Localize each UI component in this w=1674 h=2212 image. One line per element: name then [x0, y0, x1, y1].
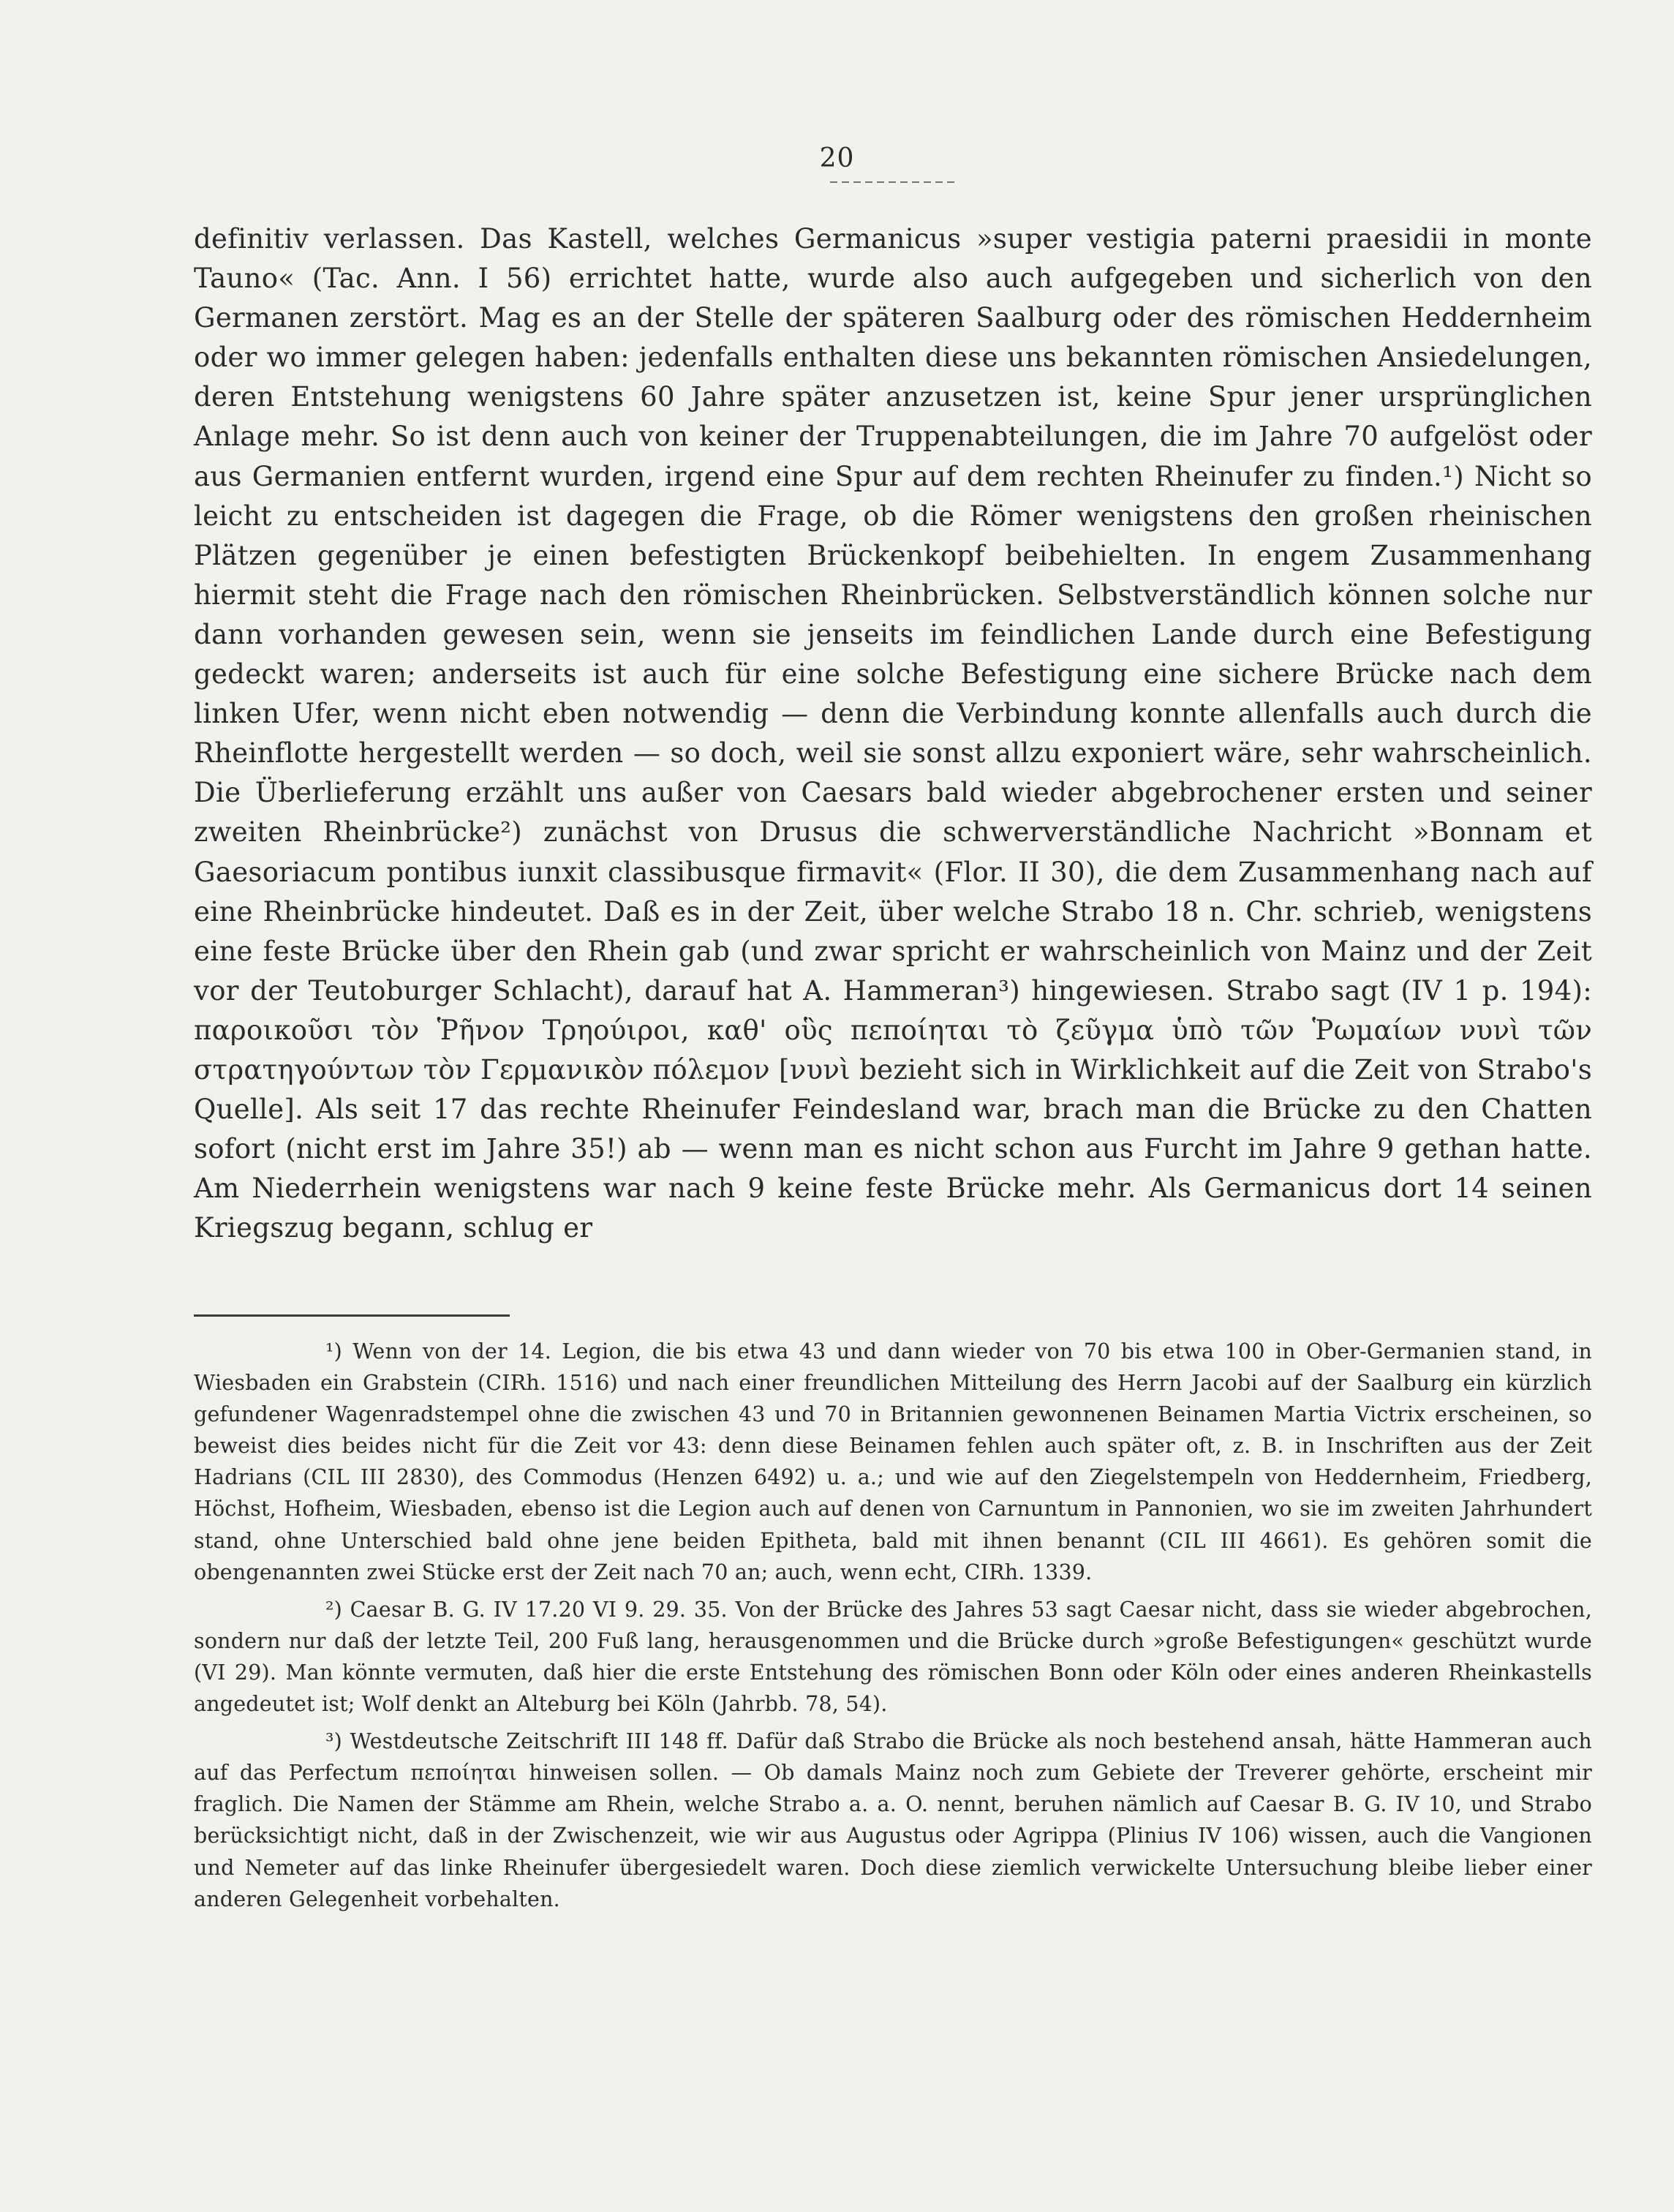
body-text	[194, 219, 1592, 1248]
body-paragraph: definitiv verlassen. Das Kastell, welches Germanicus »super vestigia paterni praesidii in monte Tauno« (Tac. Ann. I 56) errichtet hatte, wurde also auch aufgegeben und sicherlich von den Germanen zerstört. Mag es an der Stelle der späteren Saalburg oder des römischen Heddernheim oder wo immer gelegen haben: jedenfalls enthalten diese uns bekannten römischen Ansiedelungen, deren Entstehung wenigstens 60 Jahre später anzusetzen ist, keine Spur jener ursprünglichen Anlage mehr. So ist denn auch von keiner der Truppenabteilungen, die im Jahre 70 aufgelöst oder aus Germanien entfernt wurden, irgend eine Spur auf dem rechten Rheinufer zu finden.¹) Nicht so leicht zu entscheiden ist dagegen die Frage, ob die Römer wenigstens den großen rheinischen Plätzen gegenüber je einen befestigten Brückenkopf beibehielten. In engem Zusammenhang hiermit steht die Frage nach den römischen Rheinbrücken. Selbstverständlich können solche nur dann vorhanden gewesen sein, wenn sie jenseits im feindlichen Lande durch eine Befestigung gedeckt waren; anderseits ist auch für eine solche Befestigung eine sichere Brücke nach dem linken Ufer, wenn nicht eben notwendig — denn die Verbindung konnte allenfalls auch durch die Rheinflotte hergestellt werden — so doch, weil sie sonst allzu exponiert wäre, sehr wahrscheinlich. Die Überlieferung erzählt uns außer von Caesars bald wieder abgebrochener ersten und seiner zweiten Rheinbrücke²) zunächst von Drusus die schwerverständliche Nachricht »Bonnam et Gaesoriacum pontibus iunxit classibusque firmavit« (Flor. II 30), die dem Zusammenhang nach auf eine Rheinbrücke hindeutet. Daß es in der Zeit, über welche Strabo 18 n. Chr. schrieb, wenigstens eine feste Brücke über den Rhein gab (und zwar spricht er wahrscheinlich von Mainz und der Zeit vor der Teutoburger Schlacht), darauf hat A. Hammeran³) hingewiesen. Strabo sagt (IV 1 p. 194): παροικοῦσι τὸν Ῥῆνον Τρηούιροι, καθ' οὓς πεποίηται τὸ ζεῦγμα ὑπὸ τῶν Ῥωμαίων νυνὶ τῶν στρατηγούντων τὸν Γερμανικὸν πόλεμον [νυνὶ bezieht sich in Wirklichkeit auf die Zeit von Strabo's Quelle]. Als seit 17 das rechte Rheinufer Feindesland war, brach man die Brücke zu den Chatten sofort (nicht erst im Jahre 35!) ab — wenn man es nicht schon aus Furcht im Jahre 9 gethan hatte. Am Niederrhein wenigstens war nach 9 keine feste Brücke mehr. Als Germanicus dort 14 seinen Kriegszug begann, schlug er	[194, 223, 1592, 1244]
page-number: 20	[819, 143, 855, 173]
footnote-separator	[194, 1314, 510, 1317]
footnotes	[194, 1336, 1592, 1921]
footnote-3: ³) Westdeutsche Zeitschrift III 148 ff. Dafür daß Strabo die Brücke als noch bestehend ansah, hätte Hammeran auch auf das Perfectum πεποίηται hinweisen sollen. — Ob damals Mainz noch zum Gebiete der Treverer gehörte, erscheint mir fraglich. Die Namen der Stämme am Rhein, welche Strabo a. a. O. nennt, beruhen nämlich auf Caesar B. G. IV 10, und Strabo berücksichtigt nicht, daß in der Zwischenzeit, wie wir aus Augustus oder Agrippa (Plinius IV 106) wissen, auch die Vangionen und Nemeter auf das linke Rheinufer übergesiedelt waren. Doch diese ziemlich verwickelte Untersuchung bleibe lieber einer anderen Gelegenheit vorbehalten.	[194, 1729, 1592, 1911]
footnote-2: ²) Caesar B. G. IV 17.20 VI 9. 29. 35. Von der Brücke des Jahres 53 sagt Caesar nicht, dass sie wieder abgebrochen, sondern nur daß der letzte Teil, 200 Fuß lang, herausgenommen und die Brücke durch »große Befestigungen« geschützt wurde (VI 29). Man könnte vermuten, daß hier die erste Entstehung des römischen Bonn oder Köln oder eines anderen Rheinkastells angedeutet ist; Wolf denkt an Alteburg bei Köln (Jahrbb. 78, 54).	[194, 1597, 1592, 1717]
footnote-1: ¹) Wenn von der 14. Legion, die bis etwa 43 und dann wieder von 70 bis etwa 100 in Ober-Germanien stand, in Wiesbaden ein Grabstein (CIRh. 1516) und nach einer freundlichen Mitteilung des Herrn Jacobi auf der Saalburg ein kürzlich gefundener Wagenradstempel ohne die zwischen 43 und 70 in Britannien gewonnenen Beinamen Martia Victrix erscheinen, so beweist dies beides nicht für die Zeit vor 43: denn diese Beinamen fehlen auch später oft, z. B. in Inschriften aus der Zeit Hadrians (CIL III 2830), des Commodus (Henzen 6492) u. a.; und wie auf den Ziegelstempeln von Heddernheim, Friedberg, Höchst, Hofheim, Wiesbaden, ebenso ist die Legion auch auf denen von Carnuntum in Pannonien, wo sie im zweiten Jahrhundert stand, ohne Unterschied bald ohne jene beiden Epitheta, bald mit ihnen benannt (CIL III 4661). Es gehören somit die obengenannten zwei Stücke erst der Zeit nach 70 an; auch, wenn echt, CIRh. 1339.	[194, 1339, 1592, 1584]
page-number-underline	[830, 181, 954, 183]
